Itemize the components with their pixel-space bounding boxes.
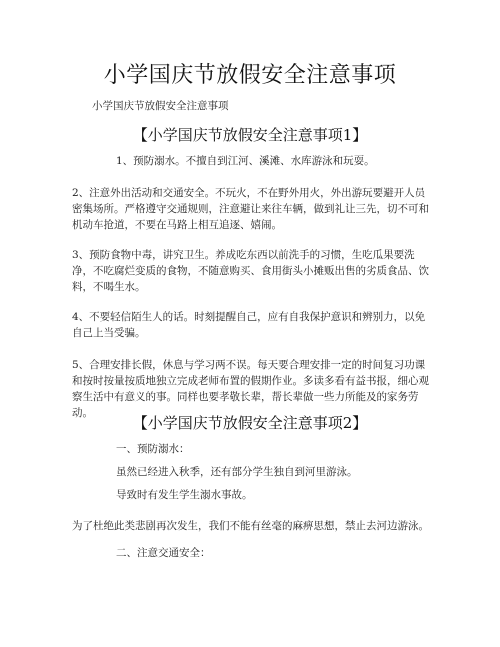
section-1-item-2: 2、注意外出活动和交通安全。不玩火，不在野外用火，外出游玩要避开人员密集场所。严格遵守交通规则，注意避让来往车辆，做到礼让三先，切不可和机动车抢道，不要在马路上相互追逐、嬉闹。 [72, 187, 429, 231]
page-subtitle: 小学国庆节放假安全注意事项 [92, 100, 229, 112]
section-1-item-3: 3、预防食物中毒，讲究卫生。养成吃东西以前洗手的习惯，生吃瓜果要洗净，不吃腐烂变质的食物，不随意购买、食用街头小摊贩出售的劣质食品、饮料，不喝生水。 [72, 249, 429, 293]
section-2-line-3: 导致时有发生学生溺水事故。 [116, 489, 253, 501]
section-1-item-1: 1、预防溺水。不擅自到江河、溪滩、水库游泳和玩耍。 [116, 155, 375, 167]
section-2-line-1: 一、预防溺水： [116, 443, 190, 455]
section-1-item-4: 4、不要轻信陌生人的话。时刻提醒自己，应有自我保护意识和辨别力，以免自己上当受骗。 [72, 311, 426, 339]
section-1-heading: 【小学国庆节放假安全注意事项1】 [132, 126, 368, 144]
section-2-line-2: 虽然已经进入秋季，还有部分学生独自到河里游泳。 [116, 466, 358, 478]
section-1-item-5: 5、合理安排长假，休息与学习两不误。每天要合理安排一定的时间复习功课和按时按量按质地独立完成老师布置的假期作业。多读多看有益书报，细心观察生活中有意义的事。同样也要孝敬长辈，帮长辈做一些力所能及的家务劳动。 [72, 359, 429, 419]
section-2-heading: 【小学国庆节放假安全注意事项2】 [132, 414, 368, 432]
page-title: 小学国庆节放假安全注意事项 [103, 63, 397, 88]
section-2-line-4: 为了杜绝此类悲剧再次发生，我们不能有丝毫的麻痹思想，禁止去河边游泳。 [72, 520, 429, 532]
section-2-line-5: 二、注意交通安全： [116, 547, 211, 559]
